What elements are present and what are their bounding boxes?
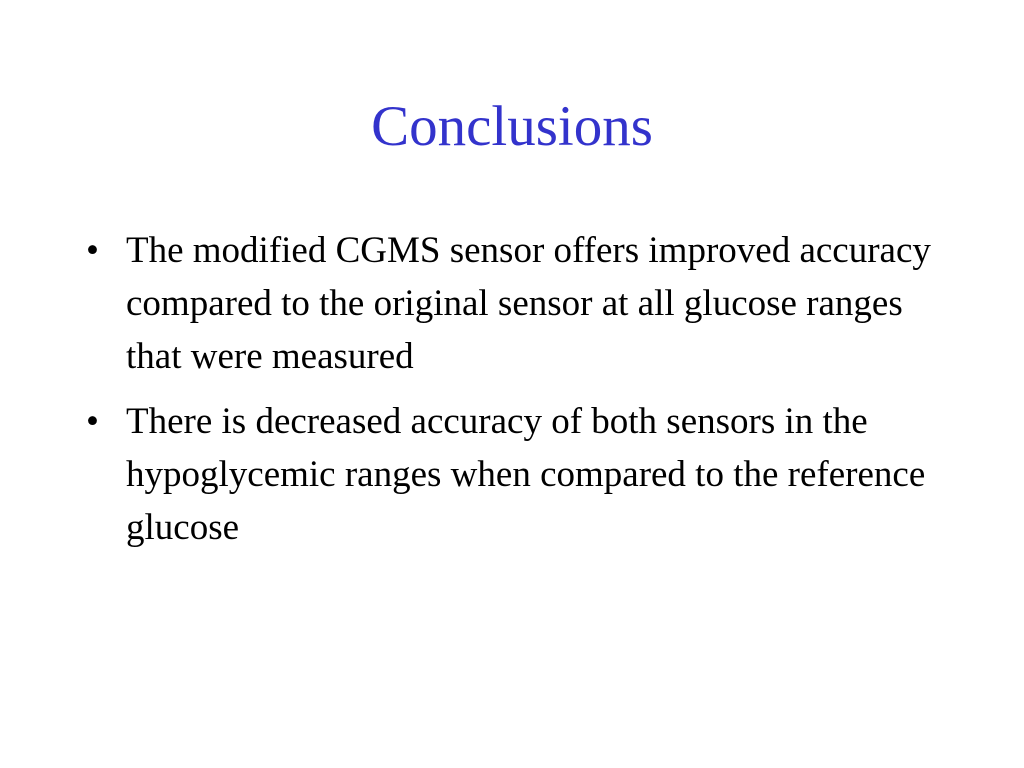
- bullet-item: [86, 224, 966, 383]
- slide-title: Conclusions: [371, 95, 653, 158]
- bullet-text: There is decreased accuracy of both sensors in the hypoglycemic ranges when compared to the reference glucose: [126, 401, 926, 548]
- bullet-list: [86, 224, 966, 566]
- bullet-marker: •: [86, 230, 99, 271]
- bullet-item: [86, 395, 966, 554]
- bullet-marker: •: [86, 401, 99, 442]
- bullet-text: The modified CGMS sensor offers improved accuracy compared to the original sensor at all glucose ranges that were measured: [126, 230, 931, 377]
